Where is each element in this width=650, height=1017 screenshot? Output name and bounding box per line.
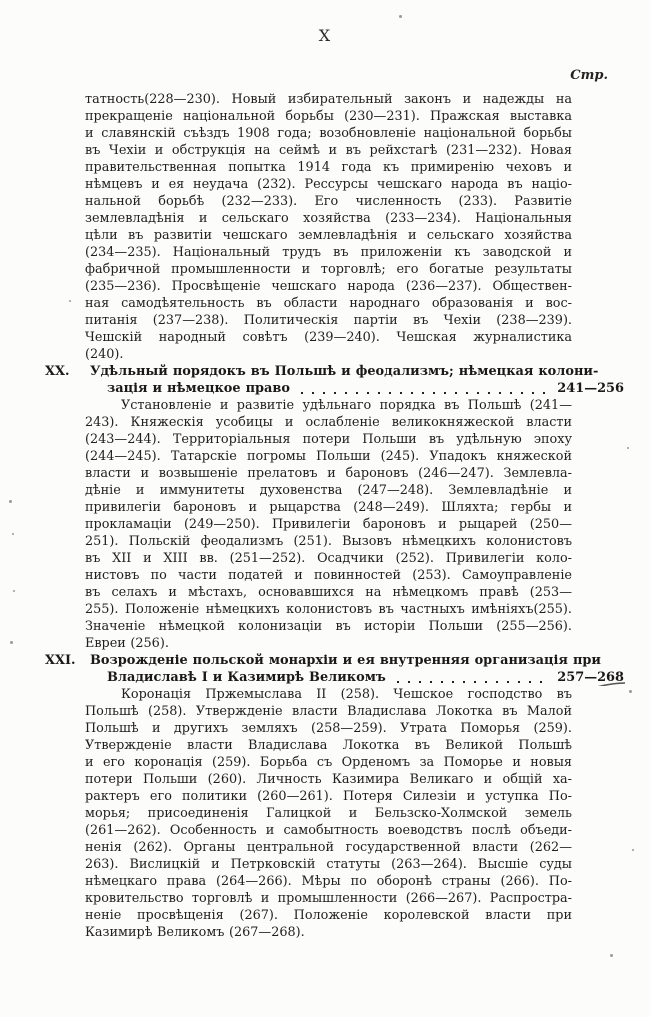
toc-line: привилегіи бароновъ и рыцарства (248—249). Шляхта; гербы и [85, 500, 572, 515]
toc-line: (261—262). Особенность и самобытность воеводствъ послѣ объеди- [85, 823, 572, 838]
scan-speck [632, 849, 634, 851]
entry-title-line1: Удѣльный порядокъ въ Польшѣ и феодализмъ; нѣмецкая колони- [90, 364, 599, 379]
toc-line: (243—244). Территоріальныя потери Польши въ удѣльную эпоху [85, 432, 572, 447]
scan-speck [610, 954, 613, 957]
toc-entry-xxi-body [85, 686, 572, 941]
entry-page-range: 241—256 [557, 381, 624, 396]
toc-line: Чешскій народный совѣтъ (239—240). Чешская журналистика [85, 330, 572, 345]
page-column-label: Стр. [570, 68, 608, 83]
toc-line: правительственная попытка 1914 года къ примиренію чеховъ и [85, 160, 572, 175]
toc-line: 243). Княжескія усобицы и ослабленіе великокняжеской власти [85, 415, 572, 430]
toc-line: Польшѣ и другихъ земляхъ (258—259). Утрата Поморья (259). [85, 721, 572, 736]
toc-line: ненія (262). Органы центральной государственной власти (262— [85, 840, 572, 855]
scan-speck [10, 641, 13, 644]
toc-line: питанія (237—238). Политическія партіи въ Чехіи (238—239). [85, 313, 572, 328]
toc-line: неніе просвѣщенія (267). Положеніе королевской власти при [85, 908, 572, 923]
scan-speck [12, 533, 14, 535]
toc-line: въ Чехіи и обструкція на сеймѣ и въ рейхстагѣ (231—232). Новая [85, 143, 572, 158]
dot-leader [301, 392, 548, 394]
toc-line: ная самодѣятельность въ области народнаго образованія и вос- [85, 296, 572, 311]
toc-line: нальной борьбѣ (232—233). Его численность (233). Развитіе [85, 194, 572, 209]
toc-line: Значеніе нѣмецкой колонизаціи въ исторіи Польши (255—256). [85, 619, 572, 634]
toc-line: 251). Польскій феодализмъ (251). Вызовъ нѣмецкихъ колонистовъ [85, 534, 572, 549]
entry-page-range [557, 669, 625, 686]
toc-line: Коронація Пржемыслава II (258). Чешское господство въ [121, 687, 572, 702]
entry-title-line2: зація и нѣмецкое право [107, 381, 290, 396]
toc-line: 255). Положеніе нѣмецкихъ колонистовъ въ частныхъ имѣніяхъ(255). [85, 602, 572, 617]
toc-line: рактеръ его политики (260—261). Потеря Силезіи и уступка По- [85, 789, 572, 804]
toc-line: Утвержденіе власти Владислава Локотка въ Великой Польшѣ [85, 738, 572, 753]
toc-line: потери Польши (260). Личность Казимира Великаго и общій ха- [85, 772, 572, 787]
scan-speck [69, 300, 71, 302]
toc-line: нѣмцевъ и ея неудача (232). Рессурсы чешскаго народа въ націо- [85, 177, 572, 192]
toc-entry-xx-body [85, 397, 572, 652]
entry-number: XXI. [45, 653, 76, 668]
toc-line: и славянскій съѣздъ 1908 года; возобновленіе національной борьбы [85, 126, 572, 141]
toc-entry-xx-heading [45, 363, 625, 397]
toc-line: дѣніе и иммунитеты духовенства (247—248). Землевладѣніе и [85, 483, 572, 498]
toc-line: Евреи (256). [85, 636, 169, 651]
toc-entry-xxi-heading [45, 652, 625, 686]
entry-number: XX. [45, 364, 70, 379]
toc-line: и его коронація (259). Борьба съ Орденомъ за Поморье и новыя [85, 755, 572, 770]
toc-line: татность(228—230). Новый избирательный законъ и надежды на [85, 92, 572, 107]
folio-page-number: X [318, 26, 332, 45]
entry-title-line [107, 669, 625, 686]
toc-line: въ XII и XIII вв. (251—252). Осадчики (252). Привилегіи коло- [85, 551, 572, 566]
toc-line: (234—235). Національный трудъ въ приложеніи къ заводской и [85, 245, 572, 260]
toc-line: кровительство торговлѣ и промышленности (266—267). Распростра- [85, 891, 572, 906]
entry-title-line1: Возрожденіе польской монархіи и ея внутренняя организація при [90, 653, 601, 668]
scan-speck [627, 447, 629, 449]
toc-line: Польшѣ (258). Утвержденіе власти Владислава Локотка въ Малой [85, 704, 572, 719]
toc-line: (235—236). Просвѣщеніе чешскаго народа (236—237). Обществен- [85, 279, 572, 294]
toc-line: (244—245). Татарскіе погромы Польши (245). Упадокъ княжеской [85, 449, 572, 464]
entry-title-line [107, 380, 625, 397]
toc-line: морья; присоединенія Галицкой и Бельзско-Холмской земель [85, 806, 572, 821]
table-of-contents [45, 91, 625, 941]
toc-line: Казимирѣ Великомъ (267—268). [85, 925, 305, 940]
toc-line: 263). Вислицкій и Петрковскій статуты (263—264). Высшіе суды [85, 857, 572, 872]
scan-speck [9, 500, 12, 503]
toc-line: прекращеніе національной борьбы (230—231). Пражская выставка [85, 109, 572, 124]
scan-speck [399, 15, 402, 18]
scan-speck [13, 590, 15, 592]
toc-line: нистовъ по части податей и повинностей (253). Самоуправленіе [85, 568, 572, 583]
entry-page-range-text: 257—268 [557, 670, 624, 685]
toc-line: (240). [85, 347, 124, 362]
entry-title-line [45, 652, 625, 669]
toc-line: фабричной промышленности и торговлѣ; его богатые результаты [85, 262, 572, 277]
toc-line: прокламаціи (249—250). Привилегіи бароновъ и рыцарей (250— [85, 517, 572, 532]
toc-line: власти и возвышеніе прелатовъ и бароновъ (246—247). Землевла- [85, 466, 572, 481]
entry-title-line2: Владиславѣ I и Казимирѣ Великомъ [107, 670, 386, 685]
toc-line: въ селахъ и мѣстахъ, основавшихся на нѣмецкомъ правѣ (253— [85, 585, 572, 600]
dot-leader [397, 681, 548, 683]
entry-title-line [45, 363, 625, 380]
scan-speck [629, 690, 632, 693]
toc-line: цѣли въ развитіи чешскаго землевладѣнія и сельскаго хозяйства [85, 228, 572, 243]
toc-line: нѣмецкаго права (264—266). Мѣры по оборонѣ страны (266). По- [85, 874, 572, 889]
toc-line: Установленіе и развитіе удѣльнаго порядка въ Польшѣ (241— [121, 398, 572, 413]
toc-line: землевладѣнія и сельскаго хозяйства (233—234). Національныя [85, 211, 572, 226]
toc-continuation-paragraph [85, 91, 572, 363]
